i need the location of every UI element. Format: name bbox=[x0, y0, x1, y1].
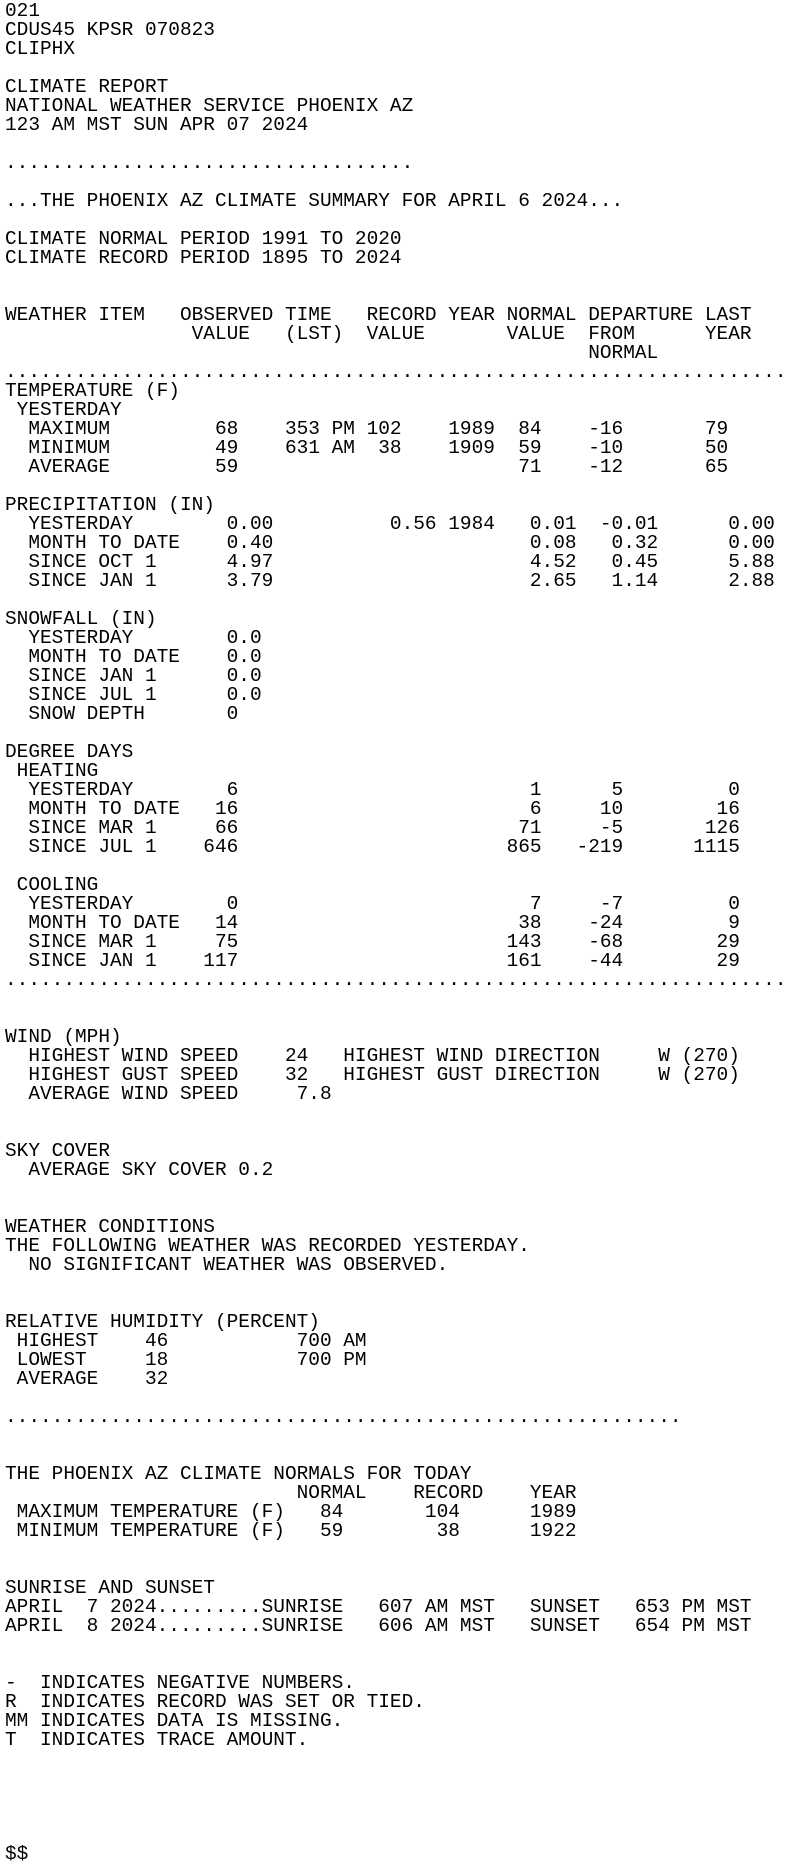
report-line: SINCE JUL 1 0.0 bbox=[5, 684, 262, 706]
report-line: MONTH TO DATE 14 38 -24 9 bbox=[5, 912, 740, 934]
report-line: YESTERDAY 6 1 5 0 bbox=[5, 779, 740, 801]
report-line: YESTERDAY 0.0 bbox=[5, 627, 262, 649]
report-line: COOLING bbox=[5, 874, 99, 896]
report-line: NO SIGNIFICANT WEATHER WAS OBSERVED. bbox=[5, 1254, 449, 1276]
report-line: MINIMUM 49 631 AM 38 1909 59 -10 50 bbox=[5, 437, 729, 459]
report-line: AVERAGE 32 bbox=[5, 1368, 169, 1390]
report-line: $$ bbox=[5, 1843, 29, 1865]
climate-report-text bbox=[5, 2, 787, 1864]
report-line bbox=[5, 1750, 787, 1769]
report-line: TEMPERATURE (F) bbox=[5, 380, 180, 402]
report-line: THE PHOENIX AZ CLIMATE NORMALS FOR TODAY bbox=[5, 1463, 472, 1485]
report-line bbox=[5, 1541, 787, 1560]
report-line: AVERAGE WIND SPEED 7.8 bbox=[5, 1083, 332, 1105]
report-line: WEATHER ITEM OBSERVED TIME RECORD YEAR NORMAL DEPARTURE LAST bbox=[5, 304, 752, 326]
report-line: MAXIMUM TEMPERATURE (F) 84 104 1989 bbox=[5, 1501, 577, 1523]
report-line: VALUE (LST) VALUE VALUE FROM YEAR bbox=[5, 323, 752, 345]
report-line: NORMAL bbox=[5, 342, 659, 364]
report-line: ................................................................... bbox=[5, 969, 787, 991]
report-line: CLIMATE NORMAL PERIOD 1991 TO 2020 bbox=[5, 228, 402, 250]
report-line bbox=[5, 1104, 787, 1123]
report-line: MINIMUM TEMPERATURE (F) 59 38 1922 bbox=[5, 1520, 577, 1542]
report-line bbox=[5, 1009, 787, 1028]
report-line: MONTH TO DATE 0.40 0.08 0.32 0.00 bbox=[5, 532, 775, 554]
report-line: WIND (MPH) bbox=[5, 1026, 122, 1048]
report-line: LOWEST 18 700 PM bbox=[5, 1349, 367, 1371]
report-line: DEGREE DAYS bbox=[5, 741, 134, 763]
report-line: YESTERDAY bbox=[5, 399, 122, 421]
report-line: PRECIPITATION (IN) bbox=[5, 494, 215, 516]
report-line: RELATIVE HUMIDITY (PERCENT) bbox=[5, 1311, 320, 1333]
report-line: ...THE PHOENIX AZ CLIMATE SUMMARY FOR APRIL 6 2024... bbox=[5, 190, 624, 212]
report-line: SNOWFALL (IN) bbox=[5, 608, 157, 630]
report-line: CDUS45 KPSR 070823 bbox=[5, 19, 215, 41]
report-line: SINCE OCT 1 4.97 4.52 0.45 5.88 bbox=[5, 551, 775, 573]
report-line: NATIONAL WEATHER SERVICE PHOENIX AZ bbox=[5, 95, 414, 117]
report-line: HIGHEST GUST SPEED 32 HIGHEST GUST DIRECTION W (270) bbox=[5, 1064, 740, 1086]
report-line: THE FOLLOWING WEATHER WAS RECORDED YESTERDAY. bbox=[5, 1235, 530, 1257]
report-line bbox=[5, 1826, 787, 1845]
report-line: YESTERDAY 0 7 -7 0 bbox=[5, 893, 740, 915]
report-line: MONTH TO DATE 16 6 10 16 bbox=[5, 798, 740, 820]
report-line: CLIMATE REPORT bbox=[5, 76, 169, 98]
report-line: T INDICATES TRACE AMOUNT. bbox=[5, 1729, 309, 1751]
report-line: APRIL 7 2024.........SUNRISE 607 AM MST SUNSET 653 PM MST bbox=[5, 1596, 752, 1618]
report-line: NORMAL RECORD YEAR bbox=[5, 1482, 577, 1504]
report-line: SNOW DEPTH 0 bbox=[5, 703, 239, 725]
report-line: CLIMATE RECORD PERIOD 1895 TO 2024 bbox=[5, 247, 402, 269]
report-line bbox=[5, 1123, 787, 1142]
report-line: SUNRISE AND SUNSET bbox=[5, 1577, 215, 1599]
report-line bbox=[5, 857, 787, 876]
report-line: 021 bbox=[5, 0, 40, 22]
report-line bbox=[5, 1636, 787, 1655]
report-line bbox=[5, 1427, 787, 1446]
report-line: AVERAGE SKY COVER 0.2 bbox=[5, 1159, 274, 1181]
report-line bbox=[5, 1807, 787, 1826]
report-line bbox=[5, 1180, 787, 1199]
report-line: SINCE JUL 1 646 865 -219 1115 bbox=[5, 836, 740, 858]
report-line: AVERAGE 59 71 -12 65 bbox=[5, 456, 729, 478]
report-line: APRIL 8 2024.........SUNRISE 606 AM MST SUNSET 654 PM MST bbox=[5, 1615, 752, 1637]
report-line: YESTERDAY 0.00 0.56 1984 0.01 -0.01 0.00 bbox=[5, 513, 775, 535]
report-line: - INDICATES NEGATIVE NUMBERS. bbox=[5, 1672, 355, 1694]
report-line: SINCE JAN 1 3.79 2.65 1.14 2.88 bbox=[5, 570, 775, 592]
report-line: SINCE MAR 1 66 71 -5 126 bbox=[5, 817, 740, 839]
report-line bbox=[5, 1788, 787, 1807]
report-line bbox=[5, 268, 787, 287]
report-line: MM INDICATES DATA IS MISSING. bbox=[5, 1710, 344, 1732]
report-line: 123 AM MST SUN APR 07 2024 bbox=[5, 114, 309, 136]
report-line: MONTH TO DATE 0.0 bbox=[5, 646, 262, 668]
report-line: CLIPHX bbox=[5, 38, 75, 60]
report-line: SKY COVER bbox=[5, 1140, 110, 1162]
report-line: SINCE JAN 1 117 161 -44 29 bbox=[5, 950, 740, 972]
report-line: MAXIMUM 68 353 PM 102 1989 84 -16 79 bbox=[5, 418, 729, 440]
report-line: ................................................................... bbox=[5, 361, 787, 383]
report-line: ................................... bbox=[5, 152, 414, 174]
report-line bbox=[5, 1769, 787, 1788]
report-line: HEATING bbox=[5, 760, 99, 782]
report-line: SINCE MAR 1 75 143 -68 29 bbox=[5, 931, 740, 953]
report-line: HIGHEST WIND SPEED 24 HIGHEST WIND DIRECTION W (270) bbox=[5, 1045, 740, 1067]
report-line bbox=[5, 1275, 787, 1294]
report-line: .......................................................... bbox=[5, 1406, 682, 1428]
report-line: SINCE JAN 1 0.0 bbox=[5, 665, 262, 687]
report-line: WEATHER CONDITIONS bbox=[5, 1216, 215, 1238]
report-line bbox=[5, 990, 787, 1009]
report-line: HIGHEST 46 700 AM bbox=[5, 1330, 367, 1352]
report-line: R INDICATES RECORD WAS SET OR TIED. bbox=[5, 1691, 425, 1713]
